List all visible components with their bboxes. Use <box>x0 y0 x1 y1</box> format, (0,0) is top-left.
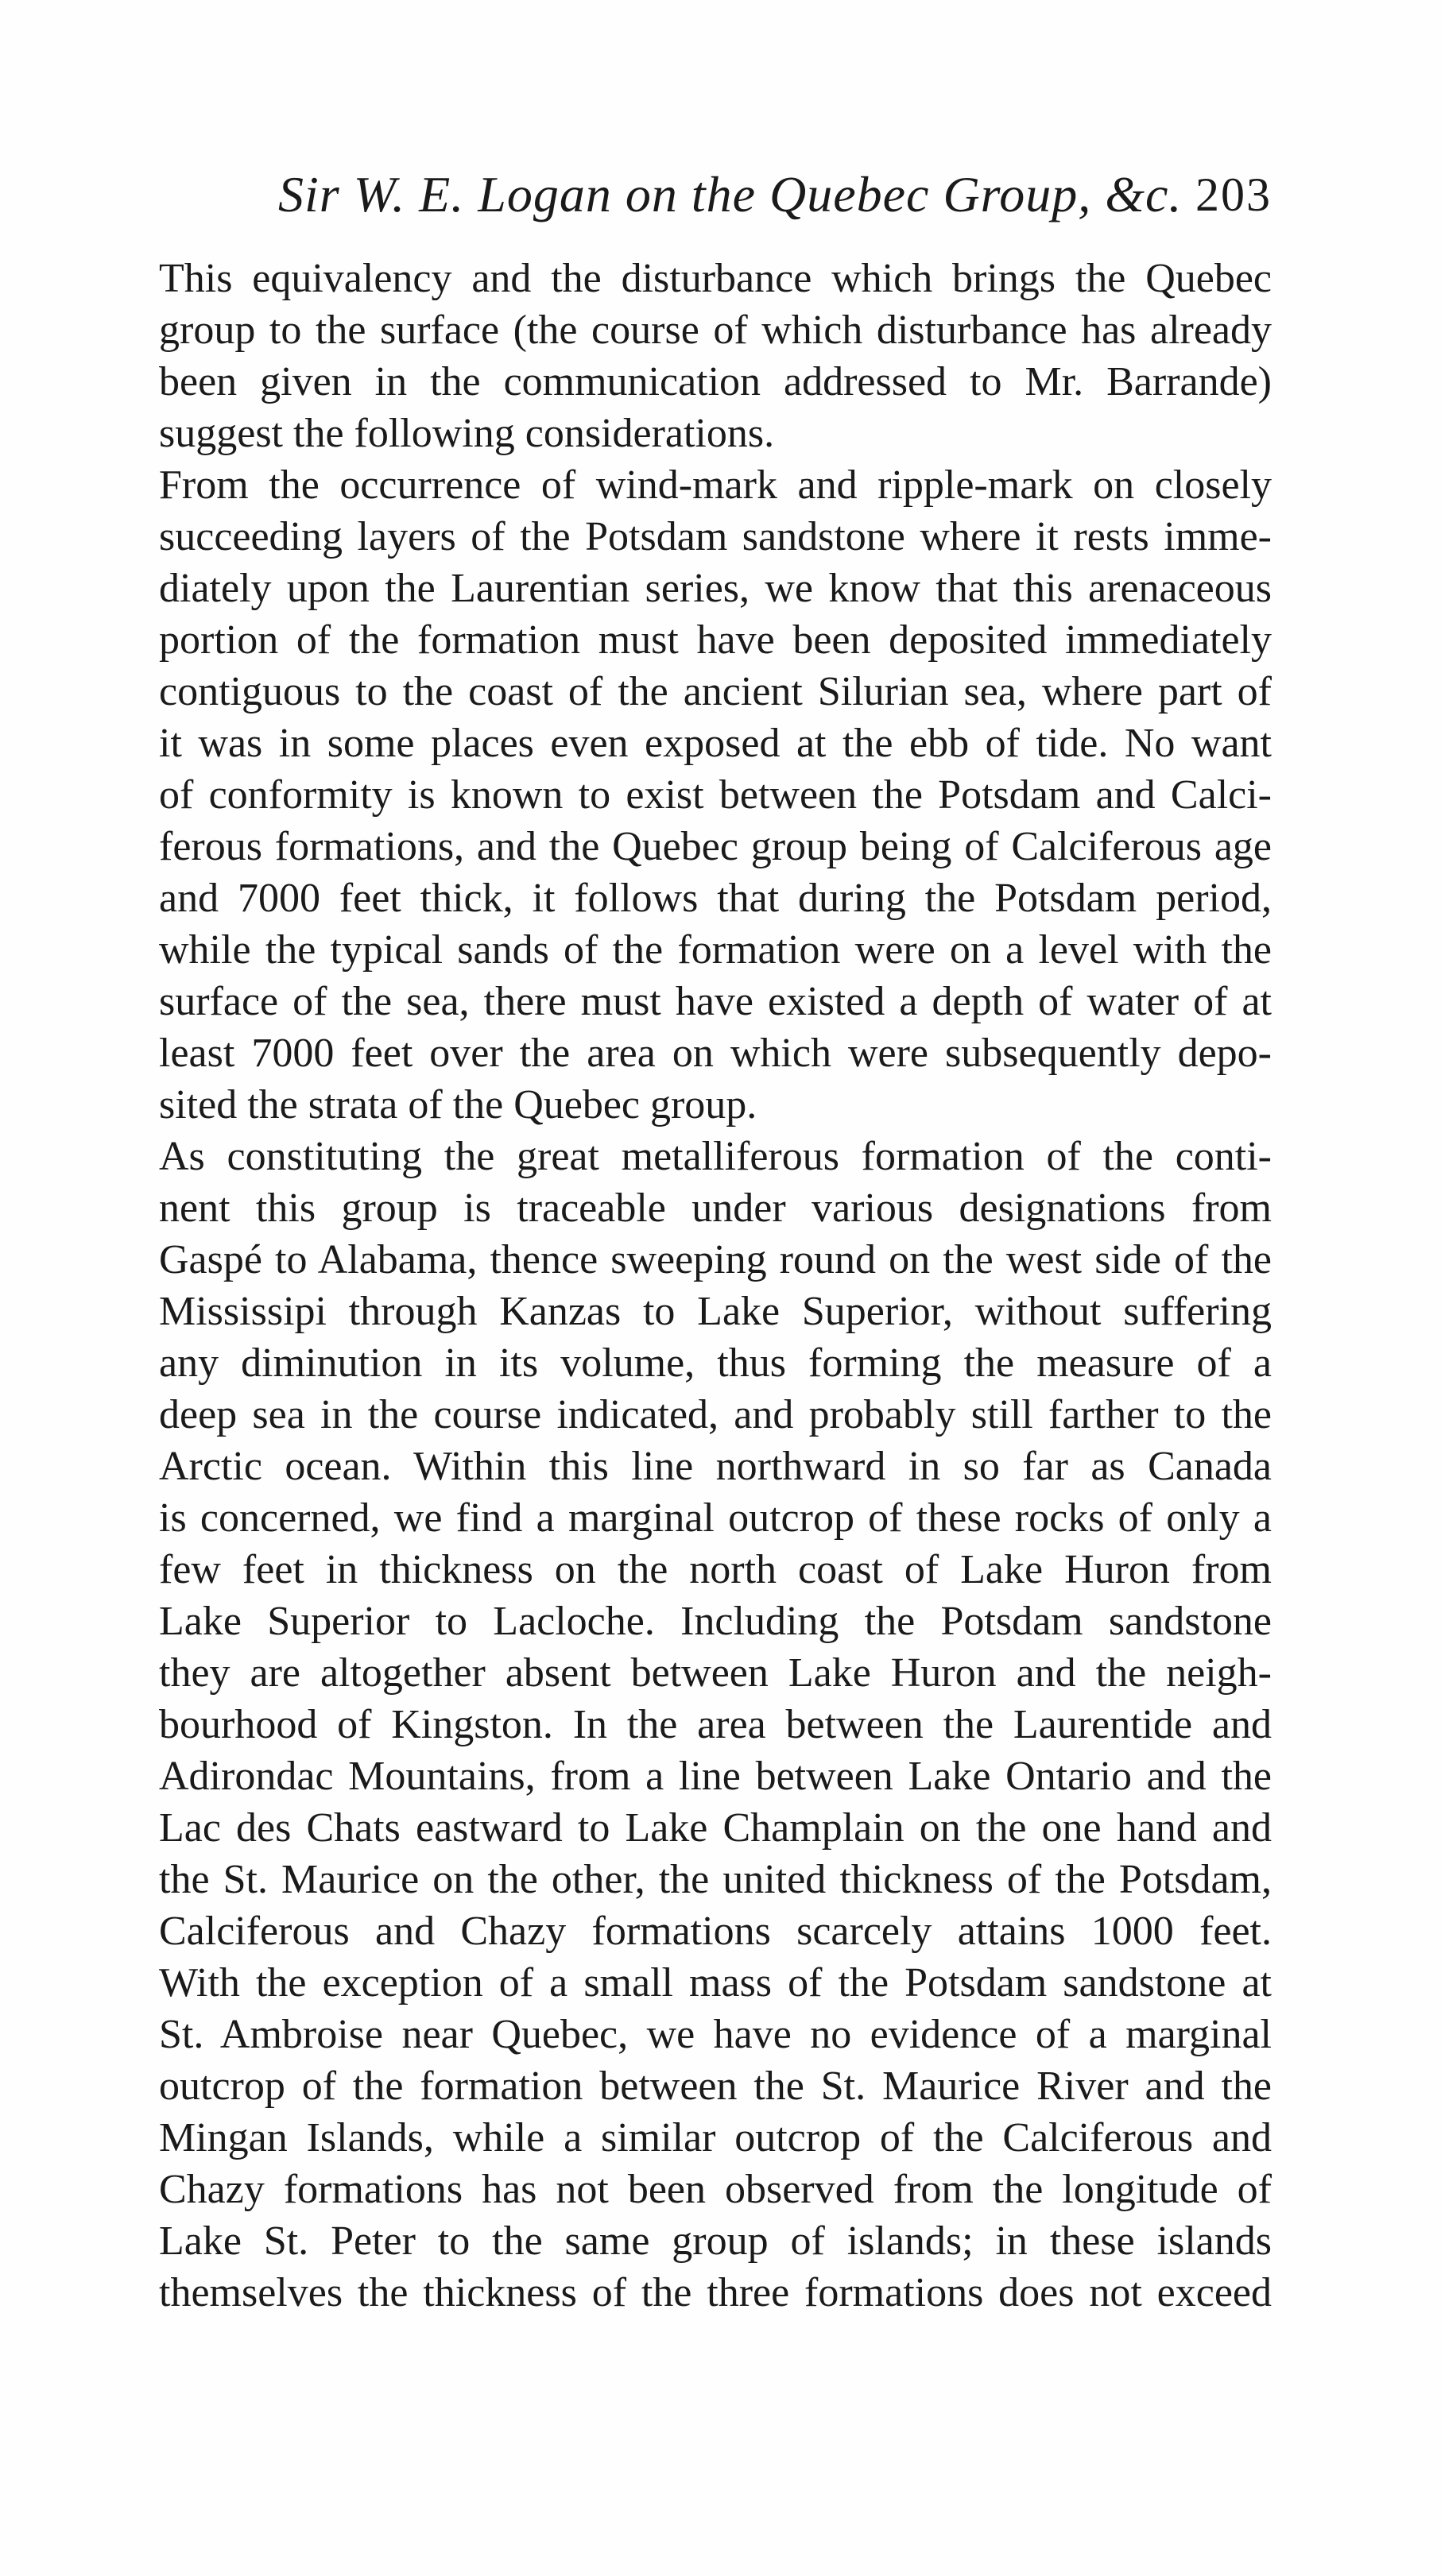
text-line: contiguous to the coast of the ancient Silurian sea, where part of <box>159 669 1272 714</box>
text-line: group to the surface (the course of which disturbance has already <box>159 307 1272 353</box>
text-line: least 7000 feet over the area on which were subsequently depo- <box>159 1031 1272 1076</box>
text-line: been given in the communication addressed to Mr. Barrande) <box>159 359 1272 404</box>
text-line: From the occurrence of wind-mark and ripple-mark on closely <box>159 462 1272 508</box>
text-line: it was in some places even exposed at the ebb of tide. No want <box>159 721 1272 766</box>
text-line: Lake St. Peter to the same group of islands; in these islands <box>159 2218 1272 2264</box>
text-line: Calciferous and Chazy formations scarcely attains 1000 feet. <box>159 1909 1272 1954</box>
text-line: of conformity is known to exist between the Potsdam and Calci- <box>159 772 1272 818</box>
text-line: Gaspé to Alabama, thence sweeping round on the west side of the <box>159 1237 1272 1282</box>
text-line: themselves the thickness of the three formations does not exceed <box>159 2270 1272 2315</box>
text-line: outcrop of the formation between the St. Maurice River and the <box>159 2064 1272 2109</box>
text-line: is concerned, we find a marginal outcrop of these rocks of only a <box>159 1495 1272 1541</box>
text-line: Arctic ocean. Within this line northward in so far as Canada <box>159 1444 1272 1489</box>
text-line: portion of the formation must have been deposited immediately <box>159 617 1272 663</box>
text-line: and 7000 feet thick, it follows that during the Potsdam period, <box>159 876 1272 921</box>
text-line: This equivalency and the disturbance which brings the Quebec <box>159 256 1272 301</box>
text-line: Chazy formations has not been observed from the longitude of <box>159 2167 1272 2212</box>
text-line: Adirondac Mountains, from a line between Lake Ontario and the <box>159 1754 1272 1799</box>
text-line: St. Ambroise near Quebec, we have no evidence of a marginal <box>159 2012 1272 2057</box>
page-number: 203 <box>1195 168 1272 221</box>
text-line: surface of the sea, there must have existed a depth of water of at <box>159 979 1272 1024</box>
text-line: nent this group is traceable under various designations from <box>159 1186 1272 1231</box>
text-line: few feet in thickness on the north coast of Lake Huron from <box>159 1547 1272 1592</box>
text-line: With the exception of a small mass of the Potsdam sandstone at <box>159 1960 1272 2005</box>
text-line: while the typical sands of the formation were on a level with the <box>159 927 1272 973</box>
text-line: ferous formations, and the Quebec group being of Calciferous age <box>159 824 1272 869</box>
text-line: bourhood of Kingston. In the area between the Laurentide and <box>159 1702 1272 1747</box>
text-line: any diminution in its volume, thus forming the measure of a <box>159 1340 1272 1386</box>
body-text <box>159 253 1272 2319</box>
text-line: they are altogether absent between Lake Huron and the neigh- <box>159 1650 1272 1696</box>
text-line: sited the strata of the Quebec group. <box>159 1082 757 1127</box>
text-line: suggest the following considerations. <box>159 411 775 456</box>
text-line: Lake Superior to Lacloche. Including the Potsdam sandstone <box>159 1599 1272 1644</box>
running-head <box>159 159 1272 230</box>
text-line: Lac des Chats eastward to Lake Champlain on the one hand and <box>159 1805 1272 1851</box>
text-line: the St. Maurice on the other, the united thickness of the Potsdam, <box>159 1857 1272 1902</box>
text-line: succeeding layers of the Potsdam sandstone where it rests imme- <box>159 514 1272 559</box>
text-line: Mingan Islands, while a similar outcrop of the Calciferous and <box>159 2115 1272 2160</box>
text-line: diately upon the Laurentian series, we know that this arenaceous <box>159 566 1272 611</box>
text-line: deep sea in the course indicated, and probably still farther to the <box>159 1392 1272 1437</box>
text-line: Mississipi through Kanzas to Lake Superior, without suffering <box>159 1289 1272 1334</box>
text-line: As constituting the great metalliferous formation of the conti- <box>159 1134 1272 1179</box>
running-title: Sir W. E. Logan on the Quebec Group, &c. <box>278 166 1183 222</box>
